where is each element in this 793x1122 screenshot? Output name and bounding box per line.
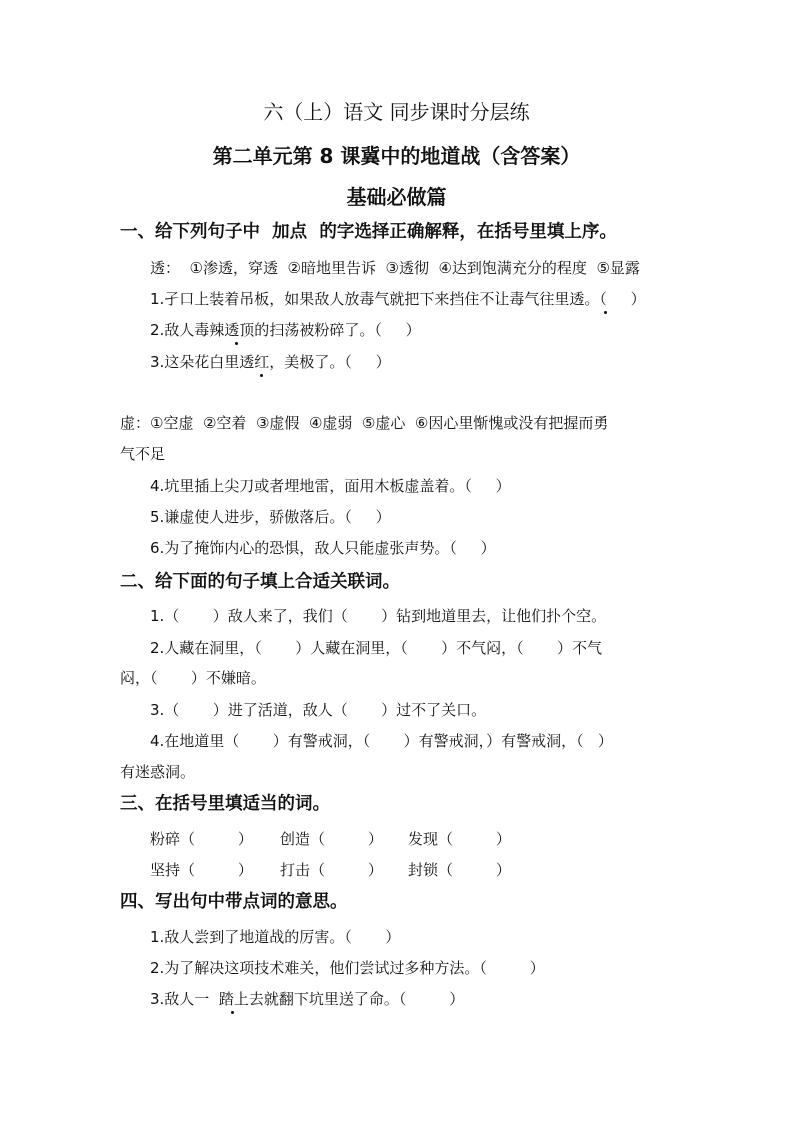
q4-line-2: 2.为了解决这项技术难关，他们尝试过多种方法。（ ） [150, 959, 545, 977]
q4-line-3: 3.敌人一 踏上去就翻下坑里送了命。（ ） [150, 990, 465, 1008]
document-title: 六（上）语文 同步课时分层练 [263, 100, 530, 124]
q2-line-1: 1.（ ）敌人来了，我们（ ）钻到地道里去，让他们扑个空。 [150, 607, 607, 625]
lesson-subtitle: 第二单元第 8 课冀中的地道战（含答案） [212, 144, 581, 168]
q1-item-3: 3.这朵花白里透红，美极了。（ ） [150, 353, 391, 371]
emphasis-dot [231, 1011, 234, 1014]
q1-xu-definitions-cont: 气不足 [120, 445, 166, 463]
q2-line-2-cont: 闷，（ ）不嫌暗。 [120, 669, 266, 687]
q4-heading: 四、写出句中带点词的意思。 [120, 892, 348, 912]
q3-word-fengsuo: 封锁（ ） [408, 861, 511, 879]
q3-heading: 三、在括号里填适当的词。 [120, 794, 330, 814]
q3-word-faxian: 发现（ ） [408, 830, 511, 848]
q3-word-jianchi: 坚持（ ） [150, 861, 253, 879]
q1-item-6: 6.为了掩饰内心的恐惧，敌人只能虚张声势。（ ） [150, 539, 496, 557]
q1-tou-definitions: 透： ①渗透，穿透 ②暗地里告诉 ③透彻 ④达到饱满充分的程度 ⑤显露 [150, 259, 640, 277]
q1-xu-definitions: 虚：①空虚 ②空着 ③虚假 ④虚弱 ⑤虚心 ⑥因心里惭愧或没有把握而勇 [120, 414, 609, 432]
q2-line-4: 4.在地道里（ ）有警戒洞，（ ）有警戒洞，）有警戒洞，（ ） [150, 732, 613, 750]
emphasis-dot [235, 342, 238, 345]
q1-item-1: 1.孑口上装着吊板，如果敌人放毒气就把下来挡住不让毒气往里透。（ ） [150, 290, 646, 308]
q2-line-3: 3.（ ）进了活道，敌人（ ）过不了关口。 [150, 701, 487, 719]
q1-heading: 一、给下列句子中 加点 的字选择正确解释，在括号里填上序。 [120, 222, 617, 242]
q2-line-2: 2.人藏在洞里，（ ）人藏在洞里，（ ）不气闷，（ ）不气 [150, 639, 602, 657]
q3-word-chuangzao: 创造（ ） [280, 830, 383, 848]
q4-line-1: 1.敌人尝到了地道战的厉害。（ ） [150, 928, 401, 946]
q3-word-daji: 打击（ ） [280, 861, 383, 879]
emphasis-dot [604, 311, 607, 314]
q1-item-5: 5.谦虚使人进步，骄傲落后。（ ） [150, 508, 391, 526]
q1-item-2: 2.敌人毒辣透顶的扫荡被粉碎了。（ ） [150, 321, 421, 339]
section-title: 基础必做篇 [346, 185, 447, 209]
q1-item-4: 4.坑里插上尖刀或者埋地雷，面用木板虚盖着。（ ） [150, 477, 511, 495]
q2-line-4-cont: 有迷惑洞。 [120, 763, 196, 781]
emphasis-dot [260, 374, 263, 377]
q3-word-fensui: 粉碎（ ） [150, 830, 253, 848]
q2-heading: 二、给下面的句子填上合适关联词。 [120, 572, 400, 592]
